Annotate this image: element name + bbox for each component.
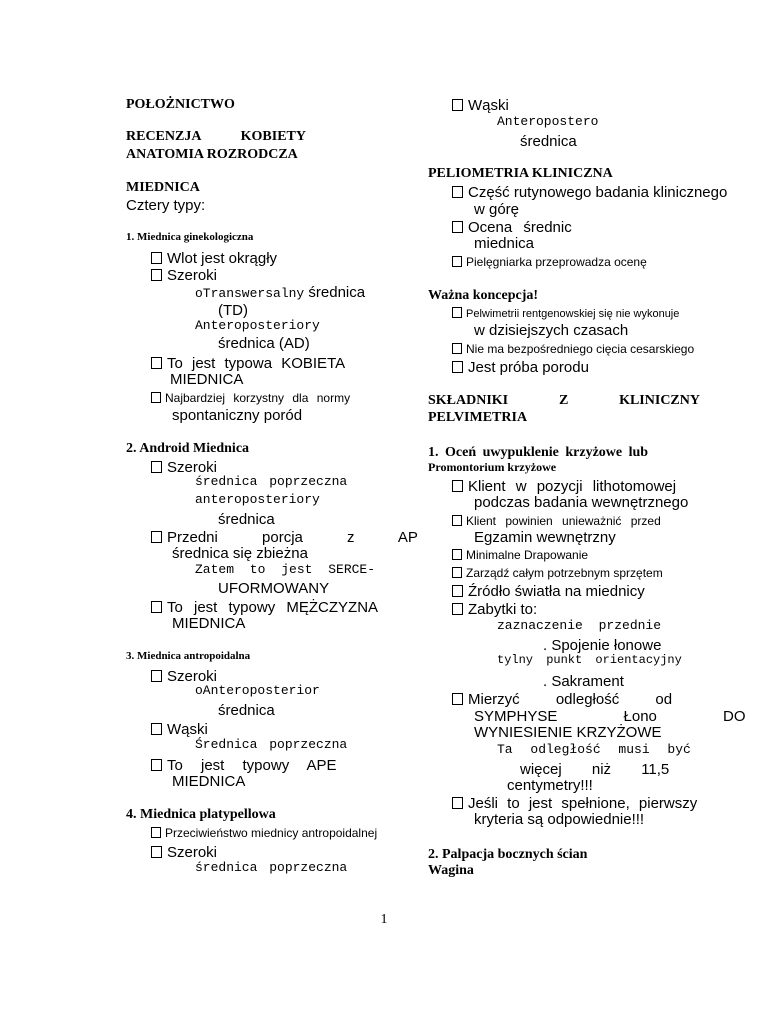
sub-item: Anteroposteriory <box>195 318 320 333</box>
list-item: Nie ma bezpośredniego cięcia cesarskiego <box>452 343 694 357</box>
list-item-cont: w dzisiejszych czasach <box>474 322 629 339</box>
checkbox-icon <box>452 307 462 318</box>
component-1-heading-line-2: Promontorium krzyżowe <box>428 460 557 474</box>
list-item-cont: miednica <box>474 235 535 252</box>
sub-item: . Spojenie łonowe <box>543 637 662 654</box>
list-item-cont: MIEDNICA <box>172 615 246 632</box>
sub-item: Zatem to jest SERCE- <box>195 562 376 577</box>
heading-components-word-3: KLINICZNY <box>619 393 700 408</box>
four-types-label: Cztery typy: <box>126 197 206 214</box>
checkbox-icon <box>452 585 463 597</box>
checkbox-icon <box>452 693 463 705</box>
list-item: To jest typowa KOBIETA <box>151 355 351 372</box>
list-item-cont: spontaniczny poród <box>172 407 303 424</box>
component-2-heading-line-2: Wagina <box>428 863 474 878</box>
checkbox-icon <box>151 723 162 735</box>
heading-review-word-2: KOBIETY <box>240 129 306 144</box>
list-item: To jest typowy APE <box>151 757 337 774</box>
sub-item: zaznaczenie przednie <box>497 618 662 633</box>
checkbox-icon <box>452 797 463 809</box>
list-item: Przeciwieństwo miednicy antropoidalnej <box>151 827 377 841</box>
checkbox-icon <box>151 252 162 264</box>
sub-item: średnica <box>520 133 577 150</box>
list-item: Ocena średnic <box>452 219 572 236</box>
heading-components <box>428 393 700 409</box>
list-item: Zabytki to: <box>452 601 537 618</box>
sub-item: średnica poprzeczna <box>195 474 348 489</box>
heading-components-word-1: SKŁADNIKI <box>428 393 509 408</box>
checkbox-icon <box>151 670 162 682</box>
checkbox-icon <box>452 221 463 233</box>
heading-review-word-1: RECENZJA <box>126 129 202 144</box>
component-2-heading: 2. Palpacja bocznych ścian <box>428 847 588 862</box>
checkbox-icon <box>151 269 162 281</box>
list-item: Klient w pozycji lithotomowej <box>452 478 676 495</box>
section-4-heading: 4. Miednica platypellowa <box>126 807 276 822</box>
list-item: Klient powinien unieważnić przed <box>452 515 661 529</box>
list-item: To jest typowy MĘŻCZYZNA <box>151 599 378 616</box>
list-item: Jest próba porodu <box>452 359 589 376</box>
checkbox-icon <box>452 361 463 373</box>
checkbox-icon <box>151 357 162 369</box>
list-item: Pelwimetrii rentgenowskiej się nie wykonuje <box>452 307 679 321</box>
list-item-cont: w górę <box>474 201 520 218</box>
list-item: Szeroki <box>151 844 217 861</box>
heading-pelvis: MIEDNICA <box>126 180 200 195</box>
checkbox-icon <box>452 567 462 578</box>
list-item: Przedni porcja z AP <box>151 529 418 546</box>
page-number: 1 <box>380 912 388 927</box>
list-item-cont: WYNIESIENIE KRZYŻOWE <box>474 724 662 741</box>
checkbox-icon <box>452 515 462 526</box>
section-2-heading: 2. Android Miednica <box>126 441 250 456</box>
sub-item: centymetry!!! <box>507 777 593 794</box>
checkbox-icon <box>151 846 162 858</box>
section-1-heading: 1. Miednica ginekologiczna <box>126 231 254 243</box>
heading-anatomy: ANATOMIA ROZRODCZA <box>126 147 298 162</box>
document-title: POŁOŻNICTWO <box>126 97 235 112</box>
list-item: Szeroki <box>151 459 217 476</box>
list-item: Źródło światła na miednicy <box>452 583 645 600</box>
sub-item: anteroposteriory <box>195 492 320 507</box>
checkbox-icon <box>452 549 462 560</box>
list-item-cont: MIEDNICA <box>172 773 246 790</box>
sub-item: średnica <box>218 511 275 528</box>
checkbox-icon <box>151 601 162 613</box>
component-1-heading: 1. Oceń uwypuklenie krzyżowe lub <box>428 445 649 460</box>
checkbox-icon <box>452 603 463 615</box>
heading-components-line-2: PELVIMETRIA <box>428 410 528 425</box>
sub-item: Anteropostero <box>497 114 599 129</box>
sub-item: tylny punkt orientacyjny <box>497 653 682 667</box>
heading-pelvimetry: PELIOMETRIA KLINICZNA <box>428 166 613 181</box>
list-item: Szeroki <box>151 267 217 284</box>
sub-item: Średnica poprzeczna <box>195 737 348 752</box>
sub-item: średnica (AD) <box>218 335 310 352</box>
sub-item: średnica poprzeczna <box>195 860 348 875</box>
list-item-cont: podczas badania wewnętrznego <box>474 494 689 511</box>
sub-item: oTranswersalny średnica <box>195 284 366 301</box>
list-item: Najbardziej korzystny dla normy <box>151 392 350 406</box>
list-item: Wąski <box>151 721 208 738</box>
list-item: Wlot jest okrągły <box>151 250 277 267</box>
list-item: Mierzyć odległość od <box>452 691 672 708</box>
list-item-cont: Egzamin wewnętrzny <box>474 529 616 546</box>
checkbox-icon <box>151 827 161 838</box>
sub-item: Ta odległość musi być <box>497 742 691 757</box>
list-item-cont: SYMPHYSE Łono DO <box>474 708 746 725</box>
checkbox-icon <box>151 531 162 543</box>
sub-item: . Sakrament <box>543 673 624 690</box>
checkbox-icon <box>151 759 162 771</box>
sub-item: UFORMOWANY <box>218 580 330 597</box>
list-item: Jeśli to jest spełnione, pierwszy <box>452 795 697 812</box>
list-item-cont: średnica się zbieżna <box>172 545 308 562</box>
list-item-cont: kryteria są odpowiednie!!! <box>474 811 645 828</box>
checkbox-icon <box>452 186 463 198</box>
heading-review <box>126 129 306 145</box>
list-item: Wąski <box>452 97 509 114</box>
list-item: Pielęgniarka przeprowadza ocenę <box>452 256 647 270</box>
list-item: Szeroki <box>151 668 217 685</box>
checkbox-icon <box>452 480 463 492</box>
list-item: Część rutynowego badania klinicznego <box>452 184 727 201</box>
checkbox-icon <box>452 256 462 267</box>
list-item: Minimalne Drapowanie <box>452 549 588 563</box>
list-item: Zarządź całym potrzebnym sprzętem <box>452 567 663 581</box>
heading-components-word-2: Z <box>558 393 569 408</box>
checkbox-icon <box>151 392 161 403</box>
heading-important-concept: Ważna koncepcja! <box>428 288 539 303</box>
checkbox-icon <box>151 461 162 473</box>
section-3-heading: 3. Miednica antropoidalna <box>126 650 251 662</box>
sub-item: więcej niż 11,5 <box>520 761 670 778</box>
checkbox-icon <box>452 99 463 111</box>
list-item-cont: MIEDNICA <box>170 371 244 388</box>
sub-item: (TD) <box>218 302 248 319</box>
sub-item: średnica <box>218 702 275 719</box>
sub-item: oAnteroposterior <box>195 683 320 698</box>
checkbox-icon <box>452 343 462 354</box>
